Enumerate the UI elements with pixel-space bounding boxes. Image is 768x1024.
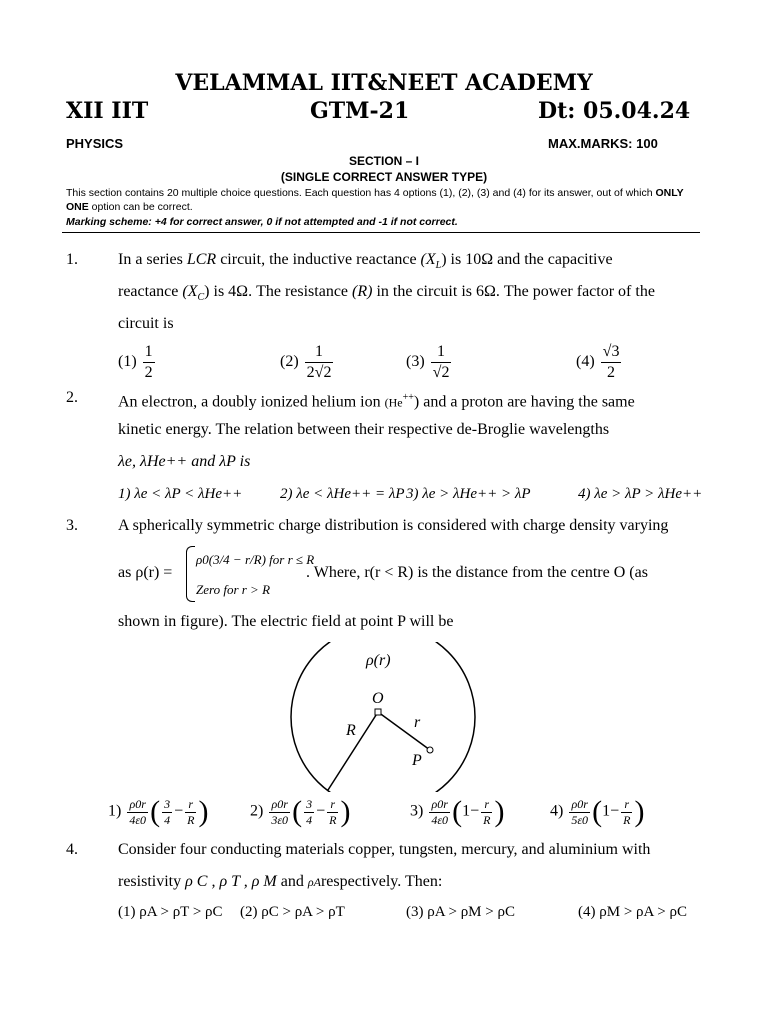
q1-opt1-den: 2 <box>144 364 153 381</box>
q4-line-2 <box>118 872 442 892</box>
q2-option-2: 2) λe < λHe++ = λP <box>280 486 405 502</box>
q4-line-1: Consider four conducting materials copper, tungsten, mercury, and aluminium with <box>118 841 651 858</box>
q3-opt4-lparen: ( <box>592 795 603 828</box>
q1-option-2 <box>280 342 335 383</box>
instructions-part-b: option can be correct. <box>88 201 193 213</box>
centre-point <box>375 709 381 715</box>
q3-opt2-b: 4 <box>306 812 313 827</box>
q2-line-2: kinetic energy. The relation between their respective de-Broglie wavelengths <box>118 421 610 438</box>
q1-xc: (X <box>182 283 198 300</box>
q3-opt1-num: ρ0r <box>127 797 148 813</box>
q4-option-1: (1) ρA > ρT > ρC <box>118 904 223 920</box>
subject-label: PHYSICS <box>66 136 124 151</box>
q1-r: (R) <box>352 283 373 300</box>
q1-opt4-num: √3 <box>601 342 622 363</box>
q3-opt1-f2 <box>185 797 196 828</box>
fig-label-r-small: r <box>414 714 421 731</box>
q3-opt4-sign: − <box>610 802 620 820</box>
q3-opt3-den: 4ε0 <box>431 812 449 827</box>
header-divider <box>62 232 700 233</box>
q2-he-sup: ++ <box>402 392 414 403</box>
q3-line-3: shown in figure). The electric field at point P will be <box>118 613 454 630</box>
q3-as-label: as ρ(r) = <box>118 564 173 581</box>
q3-opt2-label: 2) <box>250 802 264 820</box>
q1-opt1-num: 1 <box>143 342 155 363</box>
q1-opt3-den: √2 <box>432 364 450 381</box>
q3-opt4-num: ρ0r <box>569 797 590 813</box>
q3-opt2-sign: − <box>316 802 326 820</box>
q1-line-1 <box>118 250 613 276</box>
q3-opt2-R: R <box>329 812 337 827</box>
section-subtitle: (SINGLE CORRECT ANSWER TYPE) <box>280 170 488 184</box>
q3-opt2-f1 <box>304 797 314 828</box>
fig-label-r-big: R <box>346 722 356 739</box>
q3-opt1-b: 4 <box>164 812 171 827</box>
instructions-part-a: This section contains 20 multiple choice questions. Each question has 4 options (1), (2), (3) and (4) for its answer, out of which <box>66 187 656 199</box>
q3-opt3-sign: − <box>470 802 480 820</box>
q2-option-1: 1) λe < λP < λHe++ <box>118 486 243 502</box>
q3-opt3-rparen: ) <box>494 795 505 828</box>
q3-opt4-a: 1 <box>602 802 611 820</box>
q1-line-3: circuit is <box>118 315 174 332</box>
q3-opt2-den: 3ε0 <box>271 812 289 827</box>
q1-opt1-label: (1) <box>118 353 137 371</box>
q1-opt3-label: (3) <box>406 353 425 371</box>
q3-opt2-rparen: ) <box>340 795 351 828</box>
q1-opt3-fraction <box>431 342 452 383</box>
q1-opt2-fraction <box>305 342 334 383</box>
q2-line-1 <box>118 388 635 412</box>
q3-opt1-lparen: ( <box>150 795 161 828</box>
q1-lcr: LCR <box>186 251 217 268</box>
q3-opt1-sign: − <box>174 802 184 820</box>
q1-number: 1. <box>66 251 78 268</box>
q3-opt3-r: r <box>481 797 492 813</box>
q3-case-1: ρ0(3/4 − r/R) for r ≤ R <box>196 552 315 567</box>
q3-option-3 <box>410 795 504 829</box>
q3-opt3-a: 1 <box>462 802 471 820</box>
q3-opt3-label: 3) <box>410 802 424 820</box>
q3-opt4-R: R <box>623 812 631 827</box>
q2-he: (He <box>384 395 403 410</box>
q4-text-a: resistivity <box>118 873 186 890</box>
q3-opt4-den: 5ε0 <box>571 812 589 827</box>
q4-option-3: (3) ρA > ρM > ρC <box>406 904 515 920</box>
q3-number: 3. <box>66 517 78 534</box>
q3-option-4 <box>550 795 644 829</box>
q3-opt2-lparen: ( <box>292 795 303 828</box>
q1-text-e: ) is 4Ω. The resistance <box>204 283 353 300</box>
q3-opt1-r: r <box>185 797 196 813</box>
q3-option-2 <box>250 795 350 829</box>
q1-option-1 <box>118 342 157 383</box>
q4-rhos: ρ C , ρ T , ρ M <box>185 873 277 890</box>
q3-line-1: A spherically symmetric charge distribution is considered with charge density varying <box>118 517 669 534</box>
q1-opt4-fraction <box>601 342 622 383</box>
q4-number: 4. <box>66 841 78 858</box>
q1-text-b: circuit, the inductive reactance <box>216 251 421 268</box>
q1-option-4 <box>576 342 623 383</box>
q3-opt1-a: 3 <box>164 796 171 811</box>
q4-text-b: and <box>276 873 308 890</box>
q2-option-4: 4) λe > λP > λHe++ <box>578 486 703 502</box>
q3-opt2-num: ρ0r <box>269 797 290 813</box>
fig-label-rho: ρ(r) <box>366 652 391 669</box>
radius-line-r <box>378 712 430 750</box>
q3-opt3-f2 <box>481 797 492 828</box>
q3-opt3-coeff <box>429 797 450 828</box>
point-p <box>427 747 433 753</box>
q2-option-3: 3) λe > λHe++ > λP <box>406 486 531 502</box>
q1-xl-sub: L <box>435 260 442 272</box>
q3-opt1-coeff <box>127 797 148 828</box>
max-marks: MAX.MARKS: 100 <box>548 136 658 151</box>
q4-rhoa: ρA <box>307 875 321 889</box>
q1-opt3-num: 1 <box>431 342 452 363</box>
q3-line-2: . Where, r(r < R) is the distance from the centre O (as <box>306 564 648 581</box>
q3-piecewise-brace <box>186 546 195 602</box>
test-date: Dt: 05.04.24 <box>538 98 691 124</box>
q1-line-2 <box>118 282 655 308</box>
q1-xc-sub: C <box>197 292 205 304</box>
q3-opt1-f1 <box>162 797 172 828</box>
q3-opt2-f2 <box>327 797 338 828</box>
q2-number: 2. <box>66 389 78 406</box>
q1-opt2-label: (2) <box>280 353 299 371</box>
instructions-emphasis: ONLY ONE <box>66 187 684 213</box>
test-code: GTM-21 <box>310 98 410 124</box>
section-title: SECTION – I <box>348 154 419 168</box>
q3-opt4-label: 4) <box>550 802 564 820</box>
q2-text-a: An electron, a doubly ionized helium ion <box>118 393 385 411</box>
q3-opt1-rparen: ) <box>198 795 209 828</box>
fig-label-p: P <box>412 752 422 769</box>
q3-opt2-r: r <box>327 797 338 813</box>
marking-scheme: Marking scheme: +4 for correct answer, 0 if not attempted and -1 if not correct. <box>66 216 458 228</box>
q1-option-3 <box>406 342 453 383</box>
q4-option-2: (2) ρC > ρA > ρT <box>240 904 345 920</box>
q4-option-4: (4) ρM > ρA > ρC <box>578 904 687 920</box>
q1-text-c: ) is 10Ω and the capacitive <box>441 251 613 268</box>
q3-opt2-coeff <box>269 797 290 828</box>
q4-text-c: respectively. Then: <box>320 873 443 890</box>
q3-opt3-R: R <box>483 812 491 827</box>
q1-text-d: reactance <box>118 283 183 300</box>
q3-opt4-coeff <box>569 797 590 828</box>
q3-opt2-a: 3 <box>306 796 313 811</box>
q2-line-3: λe, λHe++ and λP is <box>118 453 251 470</box>
q3-opt4-r: r <box>621 797 632 813</box>
academy-title: VELAMMAL IIT&NEET ACADEMY <box>175 70 593 96</box>
q1-opt1-fraction <box>143 342 155 383</box>
q1-opt4-den: 2 <box>607 364 616 381</box>
q3-opt4-f2 <box>621 797 632 828</box>
q3-opt4-rparen: ) <box>634 795 645 828</box>
q3-opt3-num: ρ0r <box>429 797 450 813</box>
q3-case-2: Zero for r > R <box>196 582 271 597</box>
fig-label-o: O <box>372 690 384 707</box>
q1-opt2-den: 2√2 <box>306 364 332 381</box>
q2-text-b: ) and a proton are having the same <box>413 393 635 411</box>
section-instructions <box>66 186 706 214</box>
q3-opt3-lparen: ( <box>452 795 463 828</box>
q1-opt4-label: (4) <box>576 353 595 371</box>
q1-text-a: In a series <box>118 251 187 268</box>
q3-option-1 <box>108 795 208 829</box>
q3-opt1-R: R <box>187 812 195 827</box>
q1-xl: (X <box>420 251 436 268</box>
q3-opt1-den: 4ε0 <box>129 812 147 827</box>
class-label: XII IIT <box>66 98 149 124</box>
q3-opt1-label: 1) <box>108 802 122 820</box>
q1-opt2-num: 1 <box>305 342 334 363</box>
q1-text-f: in the circuit is 6Ω. The power factor of the <box>372 283 655 300</box>
